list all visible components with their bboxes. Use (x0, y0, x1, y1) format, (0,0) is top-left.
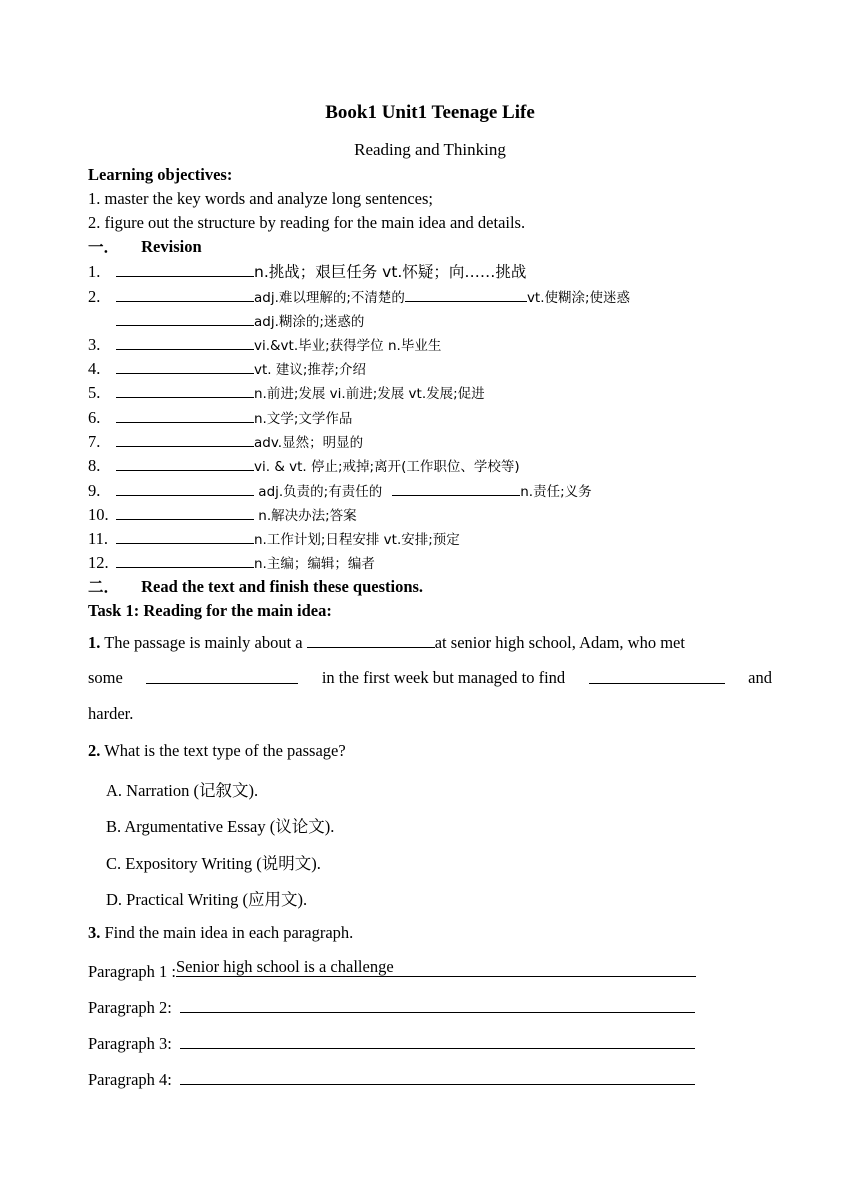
question-text: at senior high school, Adam, who met (434, 633, 685, 652)
paragraph-answer: Senior high school is a challenge (175, 957, 394, 976)
definition: n.挑战；艰巨任务 vt.怀疑；向……挑战 (254, 263, 527, 281)
revision-item-continued (88, 310, 364, 332)
answer-blank[interactable] (116, 528, 254, 544)
definition: n.解决办法;答案 (254, 508, 357, 524)
definition: adj.糊涂的;迷惑的 (254, 314, 365, 330)
definition: n.文学;文学作品 (254, 411, 353, 427)
paragraph-label: Paragraph 1 : (88, 962, 176, 981)
question-1-line-2 (88, 668, 772, 688)
answer-blank[interactable] (116, 504, 254, 520)
definition: n.前进;发展 vi.前进;发展 vt.发展;促进 (254, 386, 485, 402)
answer-blank[interactable] (116, 310, 254, 326)
item-number: 4. (88, 359, 101, 378)
item-number: 8. (88, 456, 101, 475)
answer-blank[interactable] (116, 552, 254, 568)
question-text: and (748, 668, 772, 687)
definition: n.责任;义务 (520, 484, 592, 500)
revision-item (88, 528, 460, 550)
question-text: Find the main idea in each paragraph. (104, 923, 354, 942)
revision-item (88, 261, 526, 282)
paragraph-label: Paragraph 2: (88, 998, 172, 1017)
revision-item (88, 382, 485, 404)
definition: adj.负责的;有责任的 (254, 484, 383, 500)
paragraph-label: Paragraph 3: (88, 1034, 172, 1053)
revision-item (88, 286, 630, 308)
answer-blank[interactable] (116, 334, 254, 350)
item-number: 5. (88, 383, 101, 402)
revision-item (88, 334, 441, 356)
paragraph-3-row (88, 1032, 695, 1054)
question-number: 3. (88, 923, 101, 942)
answer-blank[interactable] (116, 382, 254, 398)
answer-line[interactable] (180, 1032, 695, 1049)
item-number: 6. (88, 408, 101, 427)
objective-item: 2. figure out the structure by reading for the main idea and details. (88, 213, 526, 232)
definition: vi.&vt.毕业;获得学位 n.毕业生 (254, 338, 442, 354)
section-title: Read the text and finish these questions. (141, 577, 424, 596)
definition: adj.难以理解的;不清楚的 (254, 290, 405, 306)
definition: vt. 建议;推荐;介绍 (254, 362, 366, 378)
answer-blank[interactable] (307, 632, 435, 648)
question-1 (88, 632, 685, 653)
question-text: The passage is mainly about a (104, 633, 307, 652)
option-a[interactable]: A. Narration (记叙文). (106, 781, 259, 800)
answer-blank[interactable] (116, 455, 254, 471)
answer-blank[interactable] (116, 480, 254, 496)
option-c[interactable]: C. Expository Writing (说明文). (106, 854, 321, 873)
item-number: 11. (88, 529, 109, 548)
definition: vi. & vt. 停止;戒掉;离开(工作职位、学校等) (254, 459, 520, 475)
option-b[interactable]: B. Argumentative Essay (议论文). (106, 817, 335, 836)
answer-line[interactable] (180, 1068, 695, 1085)
question-number: 1. (88, 633, 101, 652)
item-number: 2. (88, 287, 101, 306)
answer-line[interactable] (180, 996, 695, 1013)
item-number: 1. (88, 262, 101, 281)
item-number: 10. (88, 505, 109, 524)
question-text: harder. (88, 704, 134, 723)
question-2 (88, 741, 346, 761)
paragraph-1-row (88, 959, 696, 982)
answer-blank[interactable] (405, 286, 527, 302)
objective-item: 1. master the key words and analyze long sentences; (88, 189, 434, 208)
item-number: 12. (88, 553, 109, 572)
revision-item (88, 480, 592, 502)
section-title: Revision (141, 237, 202, 256)
page-subtitle: Reading and Thinking (354, 140, 506, 159)
revision-item (88, 407, 352, 429)
revision-item (88, 552, 375, 574)
question-text: in the first week but managed to find (321, 668, 566, 687)
answer-blank[interactable] (116, 358, 254, 374)
definition: adv.显然；明显的 (254, 435, 364, 451)
section-marker: 一． (88, 238, 120, 256)
definition: n.工作计划;日程安排 vt.安排;预定 (254, 532, 460, 548)
answer-blank[interactable] (392, 480, 520, 496)
objectives-heading: Learning objectives: (88, 165, 233, 184)
section-heading-reading (88, 577, 423, 597)
definition: n.主编；编辑；编者 (254, 556, 375, 572)
question-text: What is the text type of the passage? (104, 741, 346, 760)
item-number: 3. (88, 335, 101, 354)
paragraph-2-row (88, 996, 695, 1018)
task1-heading: Task 1: Reading for the main idea: (88, 601, 332, 620)
answer-blank[interactable] (116, 407, 254, 423)
answer-line[interactable] (176, 959, 696, 977)
item-number: 9. (88, 481, 101, 500)
answer-blank[interactable] (116, 261, 254, 277)
section-marker: 二． (88, 578, 120, 596)
revision-item (88, 455, 520, 477)
item-number: 7. (88, 432, 101, 451)
question-3 (88, 923, 353, 943)
answer-blank[interactable] (116, 431, 254, 447)
option-d[interactable]: D. Practical Writing (应用文). (106, 890, 308, 909)
revision-item (88, 431, 363, 453)
answer-blank[interactable] (589, 668, 725, 684)
paragraph-4-row (88, 1068, 695, 1090)
definition: vt.使糊涂;使迷惑 (526, 290, 631, 306)
section-heading-revision (88, 237, 202, 257)
answer-blank[interactable] (146, 668, 298, 684)
paragraph-label: Paragraph 4: (88, 1070, 172, 1089)
question-number: 2. (88, 741, 101, 760)
revision-item (88, 504, 357, 526)
revision-item (88, 358, 366, 380)
page-title: Book1 Unit1 Teenage Life (325, 102, 535, 123)
answer-blank[interactable] (116, 286, 254, 302)
question-text: some (88, 668, 123, 687)
